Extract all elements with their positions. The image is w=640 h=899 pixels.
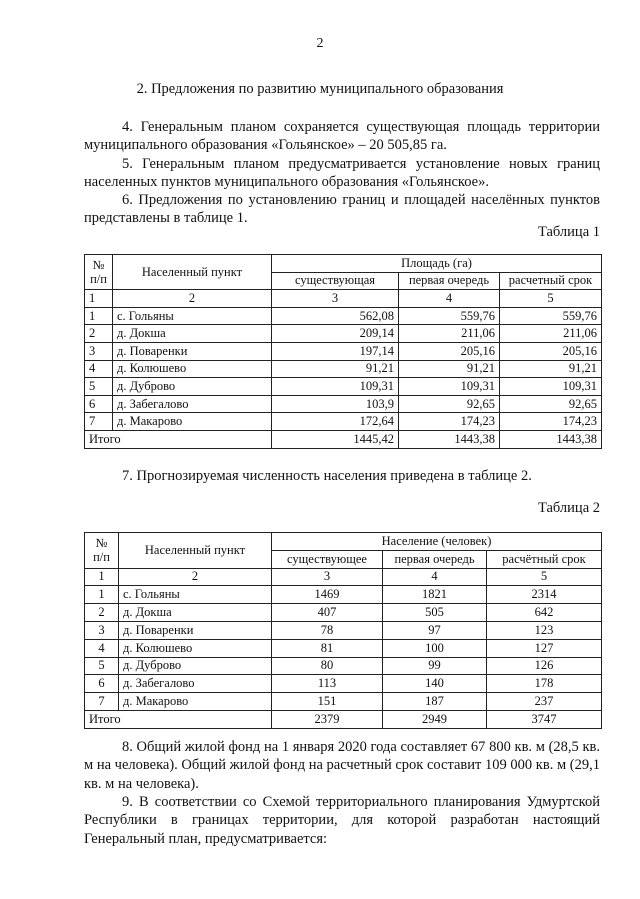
paragraph-4: 4. Генеральным планом сохраняется существующая площадь территории муниципального образования «Гольянское» – 20 505,85 га. bbox=[84, 119, 600, 154]
total-value: 2379 bbox=[272, 710, 383, 728]
table-total-row bbox=[85, 430, 602, 448]
table2-header-col5: расчётный срок bbox=[487, 550, 602, 568]
row-value: 123 bbox=[487, 621, 602, 639]
table-row bbox=[85, 342, 602, 360]
row-name: д. Колюшево bbox=[113, 360, 272, 378]
row-value: 174,23 bbox=[500, 413, 602, 431]
index-cell: 5 bbox=[500, 290, 602, 308]
row-value: 113 bbox=[272, 675, 383, 693]
table-row bbox=[85, 360, 602, 378]
index-cell: 2 bbox=[119, 568, 272, 586]
table2-header-name: Населенный пункт bbox=[119, 533, 272, 569]
row-value: 80 bbox=[272, 657, 383, 675]
index-cell: 1 bbox=[85, 568, 119, 586]
table1-header-group: Площадь (га) bbox=[272, 255, 602, 273]
row-value: 99 bbox=[383, 657, 487, 675]
row-num: 1 bbox=[85, 586, 119, 604]
row-value: 127 bbox=[487, 639, 602, 657]
row-num: 7 bbox=[85, 693, 119, 711]
total-value: 1443,38 bbox=[500, 430, 602, 448]
total-label: Итого bbox=[85, 430, 272, 448]
table-row bbox=[85, 657, 602, 675]
row-value: 211,06 bbox=[500, 325, 602, 343]
index-cell: 4 bbox=[399, 290, 500, 308]
table2-header-col3: существующее bbox=[272, 550, 383, 568]
row-value: 78 bbox=[272, 621, 383, 639]
row-num: 3 bbox=[85, 621, 119, 639]
index-cell: 1 bbox=[85, 290, 113, 308]
row-name: д. Макарово bbox=[113, 413, 272, 431]
row-num: 5 bbox=[85, 378, 113, 396]
index-cell: 2 bbox=[113, 290, 272, 308]
row-value: 211,06 bbox=[399, 325, 500, 343]
table2-header-group: Население (человек) bbox=[272, 533, 602, 551]
row-num: 6 bbox=[85, 395, 113, 413]
total-value: 3747 bbox=[487, 710, 602, 728]
row-value: 92,65 bbox=[500, 395, 602, 413]
table-row bbox=[85, 568, 602, 586]
total-value: 1443,38 bbox=[399, 430, 500, 448]
row-value: 174,23 bbox=[399, 413, 500, 431]
row-value: 559,76 bbox=[500, 307, 602, 325]
paragraph-7: 7. Прогнозируемая численность населения приведена в таблице 2. bbox=[122, 468, 532, 484]
table-row bbox=[85, 586, 602, 604]
row-num: 2 bbox=[85, 604, 119, 622]
row-name: д. Поваренки bbox=[119, 621, 272, 639]
row-name: д. Забегалово bbox=[113, 395, 272, 413]
page-number: 2 bbox=[316, 36, 324, 51]
row-name: д. Макарово bbox=[119, 693, 272, 711]
table-row bbox=[85, 307, 602, 325]
row-value: 92,65 bbox=[399, 395, 500, 413]
row-value: 91,21 bbox=[272, 360, 399, 378]
row-value: 205,16 bbox=[399, 342, 500, 360]
index-cell: 5 bbox=[487, 568, 602, 586]
row-value: 97 bbox=[383, 621, 487, 639]
paragraph-5: 5. Генеральным планом предусматривается установление новых границ населенных пунктов муниципального образования «Гольянское». bbox=[84, 156, 600, 191]
row-value: 559,76 bbox=[399, 307, 500, 325]
table-row bbox=[85, 413, 602, 431]
row-value: 187 bbox=[383, 693, 487, 711]
row-name: д. Забегалово bbox=[119, 675, 272, 693]
row-value: 126 bbox=[487, 657, 602, 675]
row-value: 205,16 bbox=[500, 342, 602, 360]
row-num: 4 bbox=[85, 360, 113, 378]
row-value: 209,14 bbox=[272, 325, 399, 343]
row-value: 151 bbox=[272, 693, 383, 711]
table1-header-name: Населенный пункт bbox=[113, 255, 272, 290]
row-name: д. Докша bbox=[113, 325, 272, 343]
row-value: 562,08 bbox=[272, 307, 399, 325]
table2-header-col4: первая очередь bbox=[383, 550, 487, 568]
row-value: 1469 bbox=[272, 586, 383, 604]
table1-header-col4: первая очередь bbox=[399, 272, 500, 290]
table2-header-num: № п/п bbox=[85, 533, 119, 569]
total-value: 1445,42 bbox=[272, 430, 399, 448]
row-value: 109,31 bbox=[272, 378, 399, 396]
total-value: 2949 bbox=[383, 710, 487, 728]
table-row bbox=[85, 675, 602, 693]
table1-header-col3: существующая bbox=[272, 272, 399, 290]
table1-header-num: № п/п bbox=[85, 255, 113, 290]
index-cell: 3 bbox=[272, 568, 383, 586]
row-name: д. Дуброво bbox=[119, 657, 272, 675]
row-num: 5 bbox=[85, 657, 119, 675]
row-num: 3 bbox=[85, 342, 113, 360]
row-value: 109,31 bbox=[500, 378, 602, 396]
row-value: 505 bbox=[383, 604, 487, 622]
table-total-row bbox=[85, 710, 602, 728]
index-cell: 4 bbox=[383, 568, 487, 586]
table-row bbox=[85, 325, 602, 343]
table-area bbox=[84, 254, 602, 449]
row-value: 197,14 bbox=[272, 342, 399, 360]
table-row bbox=[85, 639, 602, 657]
table-row bbox=[85, 621, 602, 639]
total-label: Итого bbox=[85, 710, 272, 728]
table1-caption: Таблица 1 bbox=[537, 224, 600, 240]
row-value: 178 bbox=[487, 675, 602, 693]
table-row bbox=[85, 395, 602, 413]
row-value: 237 bbox=[487, 693, 602, 711]
row-value: 1821 bbox=[383, 586, 487, 604]
index-cell: 3 bbox=[272, 290, 399, 308]
row-num: 2 bbox=[85, 325, 113, 343]
row-num: 1 bbox=[85, 307, 113, 325]
paragraph-8: 8. Общий жилой фонд на 1 января 2020 года составляет 67 800 кв. м (28,5 кв. м на человека). Общий жилой фонд на расчетный срок составит 109 000 кв. м (29,1 кв. м на человека). bbox=[84, 739, 600, 792]
row-num: 6 bbox=[85, 675, 119, 693]
row-value: 407 bbox=[272, 604, 383, 622]
table2-caption: Таблица 2 bbox=[537, 500, 600, 516]
row-name: д. Поваренки bbox=[113, 342, 272, 360]
row-name: с. Гольяны bbox=[113, 307, 272, 325]
row-value: 642 bbox=[487, 604, 602, 622]
row-value: 2314 bbox=[487, 586, 602, 604]
table-row bbox=[85, 693, 602, 711]
row-value: 91,21 bbox=[500, 360, 602, 378]
row-name: д. Колюшево bbox=[119, 639, 272, 657]
row-name: д. Дуброво bbox=[113, 378, 272, 396]
row-value: 100 bbox=[383, 639, 487, 657]
row-value: 81 bbox=[272, 639, 383, 657]
row-name: д. Докша bbox=[119, 604, 272, 622]
row-num: 4 bbox=[85, 639, 119, 657]
row-num: 7 bbox=[85, 413, 113, 431]
paragraph-6: 6. Предложения по установлению границ и площадей населённых пунктов представлены в таблице 1. bbox=[84, 192, 600, 227]
section-title: 2. Предложения по развитию муниципального образования bbox=[136, 81, 504, 97]
row-value: 91,21 bbox=[399, 360, 500, 378]
row-value: 140 bbox=[383, 675, 487, 693]
row-value: 103,9 bbox=[272, 395, 399, 413]
table1-header-col5: расчетный срок bbox=[500, 272, 602, 290]
row-name: с. Гольяны bbox=[119, 586, 272, 604]
table-row bbox=[85, 290, 602, 308]
table-row bbox=[85, 604, 602, 622]
paragraph-9: 9. В соответствии со Схемой территориального планирования Удмуртской Республики в границах территории, для которой разработан настоящий Генеральный план, предусматривается: bbox=[84, 794, 600, 847]
row-value: 109,31 bbox=[399, 378, 500, 396]
row-value: 172,64 bbox=[272, 413, 399, 431]
table-row bbox=[85, 378, 602, 396]
population-table bbox=[84, 532, 602, 729]
